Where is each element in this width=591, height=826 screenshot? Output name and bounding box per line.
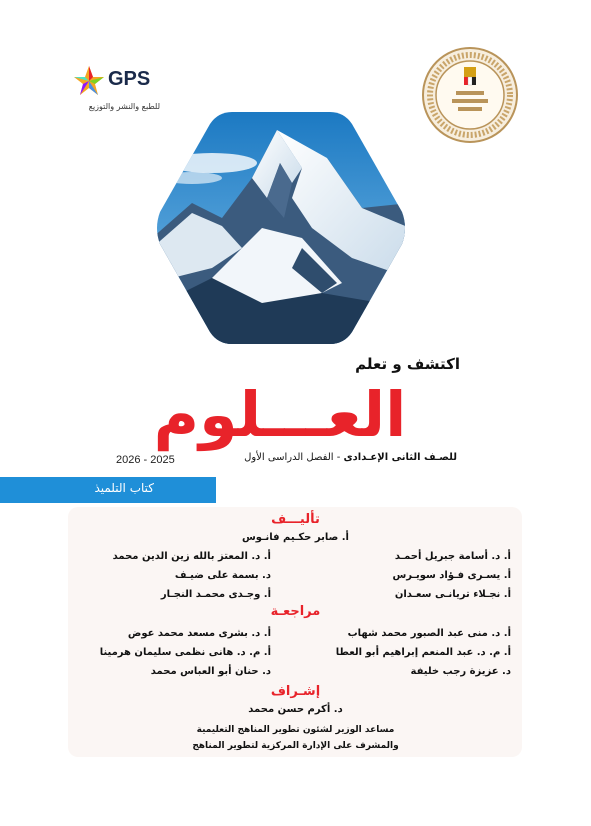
book-title: العـــلوم	[153, 378, 407, 451]
reviewer-right-3: د. عزيزة رجب خليفة	[410, 666, 511, 677]
student-book-band	[0, 477, 216, 503]
grade-semester-line	[212, 452, 457, 463]
reviewer-left-3: د. حنان أبو العباس محمد	[150, 666, 271, 677]
reviewer-left-1: أ. د. بشرى مسعد محمد عوض	[127, 628, 271, 639]
publisher-name: GPS	[108, 68, 151, 90]
cover-mountain-image	[152, 108, 410, 348]
author-center: أ. صابر حكـيم فانـوس	[242, 532, 349, 543]
reviewers-heading: مراجعـة	[270, 604, 321, 619]
colorful-star-icon	[72, 64, 106, 98]
student-book-label: كتاب التلميذ	[94, 481, 154, 495]
ministry-seal	[420, 45, 520, 145]
reviewer-right-1: أ. د. منى عبد الصبور محمد شهاب	[347, 628, 511, 639]
supervision-heading: إشـراف	[270, 684, 321, 699]
reviewer-right-2: أ. م. د. عبد المنعم إبراهيم أبو العطا	[335, 647, 511, 658]
grade-label: للصـف الثانى الإعـدادى	[343, 452, 457, 463]
author-right-2: أ. يسـرى فـؤاد سويـرس	[392, 570, 511, 581]
supervisor-name: د. أكرم حسن محمد	[248, 704, 343, 715]
author-right-1: أ. د. أسامة جبريل أحمـد	[394, 551, 511, 562]
cover-kicker: اكتشف و تعلم	[355, 355, 460, 373]
author-right-3: أ. نجـلاء تريانـى سعـدان	[394, 589, 511, 600]
reviewer-left-2: أ. م. د. هانى نظمى سليمان هرمينا	[99, 647, 271, 658]
academic-year: 2026 - 2025	[116, 454, 175, 466]
author-left-3: أ. وجـدى محمـد النجـار	[160, 589, 271, 600]
author-left-2: د. بسمة على ضيـف	[174, 570, 271, 581]
publisher-tagline: للطبع والنشر والتوزيع	[88, 102, 160, 111]
author-left-1: أ. د. المعتز بالله زين الدين محمد	[112, 551, 271, 562]
supervisor-role-2: والمشرف على الإدارة المركزية لتطوير المناهج	[192, 741, 399, 751]
supervisor-role-1: مساعد الوزير لشئون تطوير المناهج التعليمية	[196, 725, 395, 735]
semester-label: - الفصل الدراسى الأول	[244, 452, 344, 463]
authors-heading: تأليـــف	[271, 512, 320, 527]
ministry-seal-icon	[420, 45, 520, 145]
